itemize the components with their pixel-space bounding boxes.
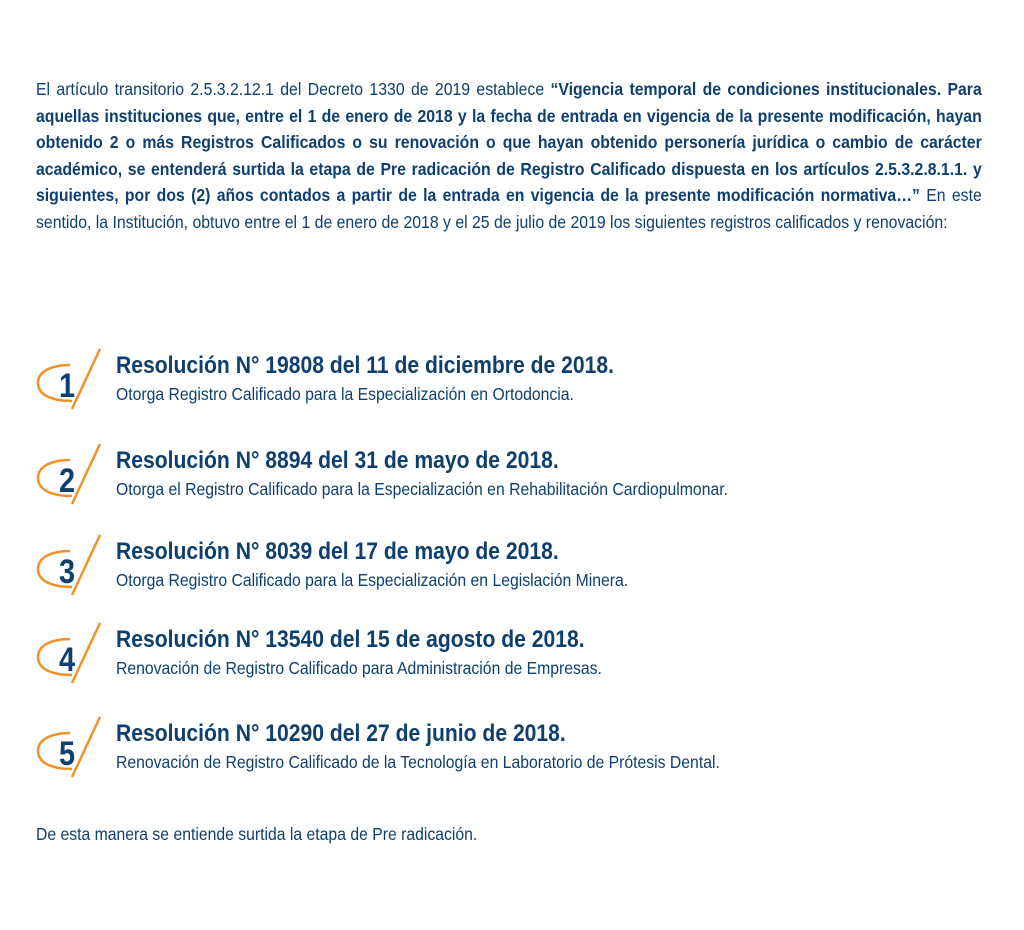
badge-number: 2 [58, 462, 76, 500]
resolution-description: Otorga Registro Calificado para la Especialización en Legislación Minera. [116, 570, 629, 590]
resolution-description: Otorga el Registro Calificado para la Especialización en Rehabilitación Cardiopulmonar. [116, 479, 728, 499]
closing-paragraph: De esta manera se entiende surtida la etapa de Pre radicación. [36, 824, 478, 844]
badge-number: 1 [58, 367, 76, 405]
resolution-description: Renovación de Registro Calificado para Administración de Empresas. [116, 658, 602, 678]
intro-suffix: En este sentido, la Institución, obtuvo entre el 1 de enero de 2018 y el 25 de julio de 2019 los siguientes registros calificados y renovación: [36, 185, 982, 232]
number-badge-icon [30, 621, 112, 701]
number-badge-icon [30, 442, 112, 522]
resolution-description: Otorga Registro Calificado para la Especialización en Ortodoncia. [116, 384, 574, 404]
badge-number: 4 [58, 641, 76, 679]
number-badge-icon [30, 347, 112, 427]
badge-number: 5 [58, 735, 76, 773]
resolution-description: Renovación de Registro Calificado de la Tecnología en Laboratorio de Prótesis Dental. [116, 752, 720, 772]
resolution-item-1 [30, 347, 990, 427]
intro-prefix: El artículo transitorio 2.5.3.2.12.1 del Decreto 1330 de 2019 establece [36, 79, 551, 99]
intro-paragraph [36, 76, 982, 235]
resolution-title: Resolución N° 8039 del 17 de mayo de 2018. [116, 538, 559, 565]
resolution-title: Resolución N° 13540 del 15 de agosto de 2018. [116, 626, 585, 653]
intro-quote: “Vigencia temporal de condiciones institucionales. Para aquellas instituciones que, entre el 1 de enero de 2018 y la fecha de entrada en vigencia de la presente modificación, hayan obtenido 2 o más Registros Calificados o su renovación o que hayan obtenido personería jurídica o cambio de carácter académico, se entenderá surtida la etapa de Pre radicación de Registro Calificado dispuesta en los artículos 2.5.3.2.8.1.1. y siguientes, por dos (2) años contados a partir de la entrada en vigencia de la presente modificación normativa…” [36, 79, 982, 205]
resolution-item-5 [30, 715, 990, 795]
resolution-title: Resolución N° 10290 del 27 de junio de 2018. [116, 720, 566, 747]
badge-number: 3 [58, 553, 76, 591]
resolution-title: Resolución N° 19808 del 11 de diciembre de 2018. [116, 352, 614, 379]
resolution-item-2 [30, 442, 990, 522]
resolution-title: Resolución N° 8894 del 31 de mayo de 2018. [116, 447, 559, 474]
number-badge-icon [30, 715, 112, 795]
resolution-item-4 [30, 621, 990, 701]
resolution-item-3 [30, 533, 990, 613]
number-badge-icon [30, 533, 112, 613]
